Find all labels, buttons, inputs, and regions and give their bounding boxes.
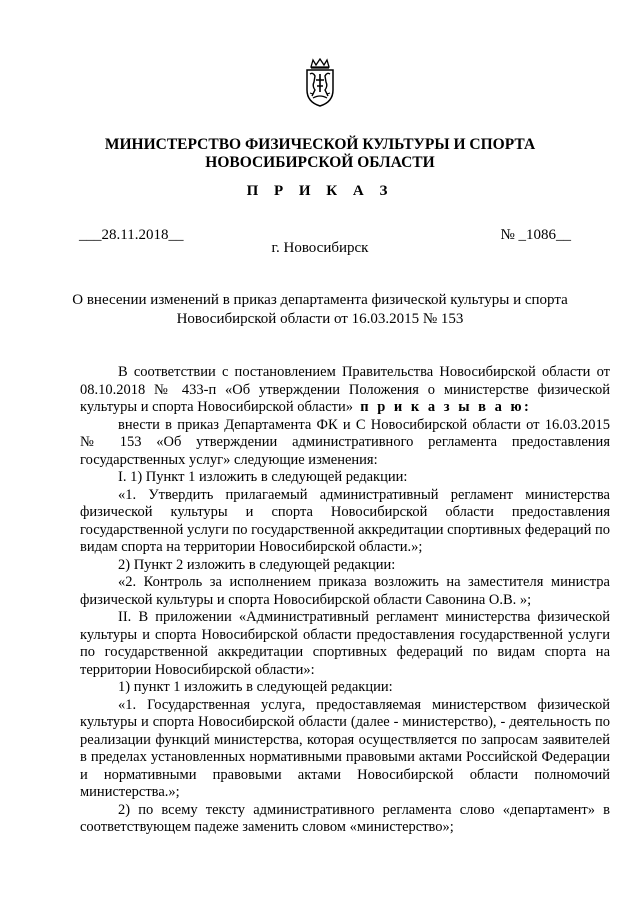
order-number: № _1086__ — [500, 227, 571, 243]
coat-of-arms-icon — [301, 58, 339, 108]
subject-line1: О внесении изменений в приказ департамента физической культуры и спорта — [72, 292, 568, 308]
document-type: П Р И К А З — [246, 183, 394, 199]
order-city: г. Новосибирск — [271, 240, 369, 256]
paragraph-quote-3: «1. Государственная услуга, предоставляемая министерством физической культуры и спорта Новосибирской области (далее - министерство), - деятельность по реализации функций министерства, которая осуществляется по запросам заявителей в пределах установленных нормативными правовыми актами Российской Федерации и нормативными правовыми актами Новосибирской области полномочий министерства.»; — [80, 696, 610, 800]
ministry-name-line2: НОВОСИБИРСКОЙ ОБЛАСТИ — [205, 154, 435, 171]
order-date: ___28.11.2018__ — [79, 227, 184, 243]
paragraph-quote-1: «1. Утвердить прилагаемый административный регламент министерства физической культуры и спорта Новосибирской области предоставления государственной услуги по государственной аккредитации спортивных федераций по видам спорта на территории Новосибирской области.»; — [80, 486, 610, 555]
ministry-name-line1: МИНИСТЕРСТВО ФИЗИЧЕСКОЙ КУЛЬТУРЫ И СПОРТА — [104, 136, 536, 153]
paragraph-quote-2: «2. Контроль за исполнением приказа возложить на заместителя министра физической культуры и спорта Новосибирской области Савонина О.В. »; — [80, 574, 610, 608]
paragraph-preamble — [80, 364, 610, 417]
order-directive: п р и к а з ы в а ю: — [360, 399, 532, 415]
subject-line2: Новосибирской области от 16.03.2015 № 153 — [176, 311, 464, 327]
paragraph-section-1: I. 1) Пункт 1 изложить в следующей редакции: — [118, 469, 408, 485]
paragraph-section-2: II. В приложении «Административный регламент министерства физической культуры и спорта Новосибирской области предоставления государственной услуги по государственной аккредитации спортивных федераций по видам спорта на территории Новосибирской области»: — [80, 609, 610, 678]
order-body — [80, 364, 610, 837]
paragraph-item-1: 1) пункт 1 изложить в следующей редакции: — [118, 679, 393, 695]
paragraph-item-2b: 2) по всему тексту административного регламента слово «департамент» в соответствующем падеже заменить словом «министерство»; — [80, 801, 610, 835]
preamble-text: В соответствии с постановлением Правительства Новосибирской области от 08.10.2018 № 433-п «Об утверждении Положения о министерстве физической культуры и спорта Новосибирской области» — [80, 364, 610, 415]
paragraph-amend-intro: внести в приказ Департамента ФК и С Новосибирской области от 16.03.2015 № 153 «Об утверждении административного регламента предоставления государственных услуг» следующие изменения: — [80, 416, 610, 468]
paragraph-item-2: 2) Пункт 2 изложить в следующей редакции: — [118, 556, 396, 573]
order-subject — [60, 291, 580, 329]
